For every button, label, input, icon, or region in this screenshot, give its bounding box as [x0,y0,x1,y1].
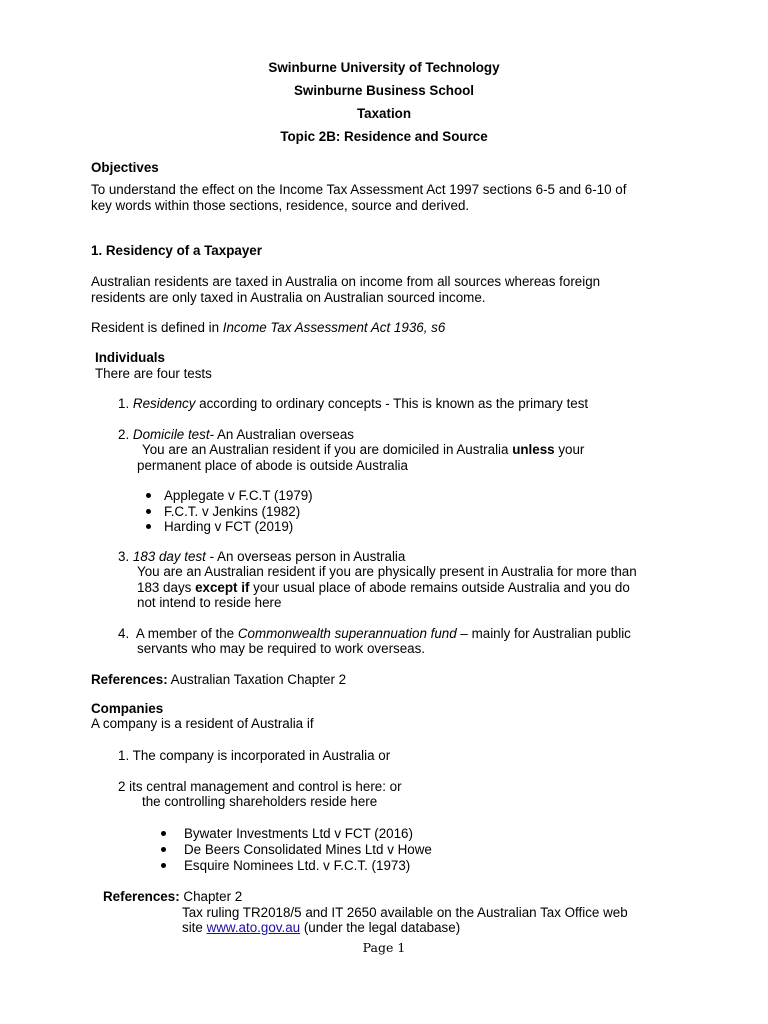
test-3-line-1: You are an Australian resident if you are physically present in Australia for more than [137,564,637,579]
test-2-line-1 [142,442,584,458]
test-2-unless: unless [512,442,555,457]
companies-intro: A company is a resident of Australia if [91,716,314,731]
test-2-line-1-b: your [554,442,585,457]
test-3-term: 183 day test [132,549,206,564]
companies-references-line-3 [182,920,460,936]
test-3-line-2-b: your usual place of abode remains outside Australia and you do [249,580,630,595]
test-1 [118,396,588,412]
resident-definition [91,320,445,336]
school-title: Swinburne Business School [293,83,475,98]
company-test-2-line-2: the controlling shareholders reside here [142,794,378,809]
test-4 [118,626,631,642]
case-item: Bywater Investments Ltd v FCT (2016) [184,826,413,841]
test-2-text: An Australian overseas [214,427,354,442]
test-3-except-if: except if [195,580,250,595]
references-label: References: [91,672,168,687]
bullet-icon [161,831,166,836]
resident-prefix: Resident is defined in [91,320,223,335]
case-item: Applegate v F.C.T (1979) [164,488,313,503]
test-3-number: 3. [118,549,130,564]
bullet-icon [146,524,151,529]
test-1-number: 1. [118,396,130,411]
test-3-line-2 [137,580,630,596]
test-4-number: 4. [118,626,130,641]
test-2-line-1-a: You are an Australian resident if you are domiciled in Australia [142,442,513,457]
test-4-line-2: servants who may be required to work overseas. [137,641,426,656]
test-3-text: - An overseas person in Australia [205,549,406,564]
residents-para-line-1: Australian residents are taxed in Australia on income from all sources whereas foreign [91,274,601,289]
companies-references [103,889,242,905]
references-text: Chapter 2 [179,889,243,904]
case-item: De Beers Consolidated Mines Ltd v Howe [184,842,432,857]
test-4-term: Commonwealth superannuation fund [237,626,457,641]
test-3-line-2-a: 183 days [137,580,196,595]
test-1-text: according to ordinary concepts - This is known as the primary test [195,396,589,411]
ref-site-suffix: (under the legal database) [300,920,461,935]
individuals-intro: There are four tests [95,366,212,381]
bullet-icon [161,847,166,852]
topic-title: Topic 2B: Residence and Source [280,129,488,144]
case-item: F.C.T. v Jenkins (1982) [164,504,301,519]
test-2-line-2: permanent place of abode is outside Australia [137,458,408,473]
objectives-line-1: To understand the effect on the Income Tax Assessment Act 1997 sections 6-5 and 6-10 of [91,182,627,197]
test-4-a: A member of the [135,626,238,641]
bullet-icon [146,493,151,498]
ref-site-prefix: site [182,920,207,935]
bullet-icon [146,509,151,514]
test-3 [118,549,405,565]
subject-title: Taxation [356,106,412,121]
test-3-line-3: not intend to reside here [137,595,282,610]
ato-website-link[interactable]: www.ato.gov.au [206,920,301,935]
objectives-heading: Objectives [91,160,159,175]
page-number: Page 1 [362,940,406,955]
case-item: Esquire Nominees Ltd. v F.C.T. (1973) [184,858,411,873]
residents-para-line-2: residents are only taxed in Australia on Australian sourced income. [91,290,486,305]
references-text: Australian Taxation Chapter 2 [167,672,347,687]
companies-heading: Companies [91,701,164,716]
test-1-term: Residency [132,396,196,411]
company-test-1: 1. The company is incorporated in Australia or [118,748,391,763]
company-test-2: 2 its central management and control is here: or [118,779,402,794]
objectives-line-2: key words within those sections, residence, source and derived. [91,198,470,213]
references-label: References: [103,889,180,904]
section-1-heading: 1. Residency of a Taxpayer [91,243,262,258]
companies-references-line-2: Tax ruling TR2018/5 and IT 2650 available on the Australian Tax Office web [182,905,628,920]
individuals-references [91,672,346,688]
bullet-icon [161,863,166,868]
test-4-b: – mainly for Australian public [456,626,631,641]
test-2 [118,427,354,443]
resident-act: Income Tax Assessment Act 1936, s6 [222,320,446,335]
individuals-heading: Individuals [95,350,165,365]
test-2-number: 2. [118,427,130,442]
test-2-term: Domicile test- [132,427,215,442]
university-title: Swinburne University of Technology [268,60,500,75]
case-item: Harding v FCT (2019) [164,519,294,534]
